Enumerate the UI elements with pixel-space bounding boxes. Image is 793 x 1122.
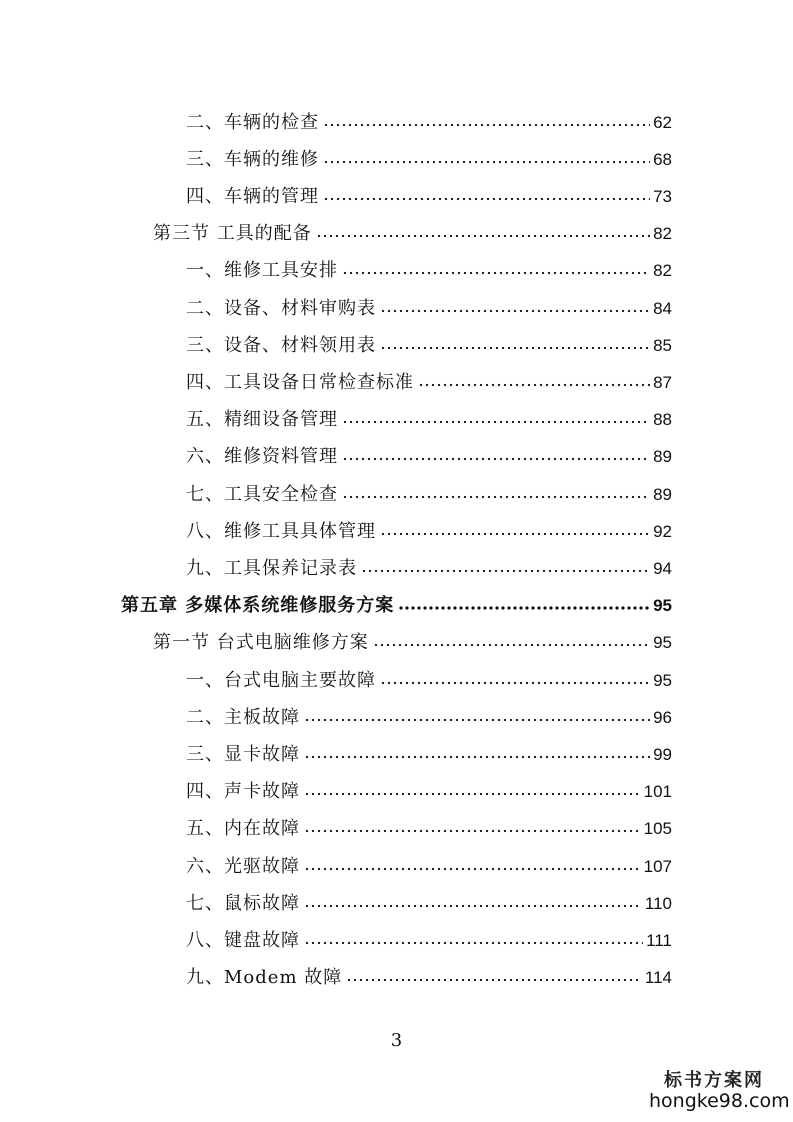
watermark-brand: 标书方案网 <box>664 1070 764 1091</box>
toc-entry[interactable] <box>186 104 672 134</box>
toc-entry-page: 92 <box>653 522 672 541</box>
toc-entry[interactable] <box>186 327 672 357</box>
toc-entry[interactable] <box>186 810 672 840</box>
toc-entry-title: 九、工具保养记录表 <box>186 558 357 579</box>
dot-leader <box>342 493 650 501</box>
toc-entry[interactable] <box>186 699 672 729</box>
toc-entry[interactable] <box>186 438 672 468</box>
dot-leader <box>380 679 650 687</box>
toc-entry-title: 八、键盘故障 <box>186 930 300 951</box>
toc-entry-title: 九、Modem 故障 <box>186 967 343 988</box>
toc-entry-page: 94 <box>653 559 672 578</box>
toc-entry-title: 五、精细设备管理 <box>186 409 338 430</box>
toc-entry[interactable] <box>186 141 672 171</box>
toc-entry-page: 89 <box>653 485 672 504</box>
toc-entry[interactable] <box>186 401 672 431</box>
toc-entry-title: 八、维修工具具体管理 <box>186 521 376 542</box>
toc-entry-page: 110 <box>644 894 672 913</box>
dot-leader <box>361 567 650 575</box>
dot-leader <box>304 716 650 724</box>
dot-leader <box>304 753 650 761</box>
toc-entry-page: 101 <box>643 782 672 801</box>
toc-entry[interactable] <box>186 736 672 766</box>
dot-leader <box>304 939 643 947</box>
toc-entry-page: 88 <box>653 410 672 429</box>
toc-entry-title: 四、工具设备日常检查标准 <box>186 372 414 393</box>
dot-leader <box>304 827 641 835</box>
toc-entry[interactable] <box>186 959 672 989</box>
dot-leader <box>398 604 650 612</box>
toc-entry-page: 85 <box>653 336 672 355</box>
toc-entry[interactable] <box>186 773 672 803</box>
toc-entry[interactable] <box>186 513 672 543</box>
dot-leader <box>316 232 650 240</box>
toc-entry-page: 95 <box>653 633 672 652</box>
toc-entry-title: 第一节 台式电脑维修方案 <box>153 632 369 653</box>
toc-entry-title: 第三节 工具的配备 <box>153 223 312 244</box>
toc-entry[interactable] <box>186 662 672 692</box>
toc-entry-page: 96 <box>653 708 672 727</box>
dot-leader <box>342 418 650 426</box>
toc-entry[interactable] <box>186 922 672 952</box>
toc-entry[interactable] <box>186 476 672 506</box>
dot-leader <box>304 790 641 798</box>
toc-section-entry[interactable] <box>153 215 672 245</box>
toc-entry-page: 107 <box>643 857 672 876</box>
dot-leader <box>380 307 650 315</box>
toc-entry-page: 82 <box>653 224 672 243</box>
toc-chapter-entry[interactable] <box>121 587 672 617</box>
toc-entry-page: 82 <box>653 261 672 280</box>
toc-entry-title: 二、主板故障 <box>186 707 300 728</box>
toc-entry-title: 六、光驱故障 <box>186 856 300 877</box>
toc-entry-page: 95 <box>653 671 672 690</box>
toc-entry[interactable] <box>186 885 672 915</box>
toc-entry[interactable] <box>186 252 672 282</box>
toc-entry-page: 89 <box>653 447 672 466</box>
toc-entry-title: 七、鼠标故障 <box>186 893 300 914</box>
watermark-logo <box>649 1066 790 1112</box>
toc-entry-title: 七、工具安全检查 <box>186 484 338 505</box>
toc-entry-title: 五、内在故障 <box>186 818 300 839</box>
toc-entry-page: 73 <box>653 187 672 206</box>
toc-entry[interactable] <box>186 550 672 580</box>
dot-leader <box>323 158 650 166</box>
dot-leader <box>304 902 642 910</box>
toc-entry-page: 87 <box>653 373 672 392</box>
toc-entry-title: 二、车辆的检查 <box>186 112 319 133</box>
toc-entry-title: 三、车辆的维修 <box>186 149 319 170</box>
toc-entry-title: 四、车辆的管理 <box>186 186 319 207</box>
toc-entry-title: 四、声卡故障 <box>186 781 300 802</box>
toc-entry[interactable] <box>186 178 672 208</box>
watermark-url: hongke98.com <box>649 1090 790 1112</box>
toc-entry-page: 99 <box>653 745 672 764</box>
toc-entry-page: 62 <box>653 113 672 132</box>
toc-entry-page: 84 <box>653 299 672 318</box>
dot-leader <box>342 455 650 463</box>
toc-entry-page: 111 <box>646 931 672 950</box>
dot-leader <box>346 976 642 984</box>
toc-section-entry[interactable] <box>153 624 672 654</box>
dot-leader <box>418 381 650 389</box>
dot-leader <box>380 344 650 352</box>
toc-entry[interactable] <box>186 848 672 878</box>
toc-entry-page: 95 <box>653 596 672 615</box>
toc-entry-title: 三、显卡故障 <box>186 744 300 765</box>
toc-entry-title: 一、维修工具安排 <box>186 260 338 281</box>
toc-entry-title: 六、维修资料管理 <box>186 446 338 467</box>
toc-entry-page: 105 <box>643 819 672 838</box>
dot-leader <box>342 269 650 277</box>
toc-entry[interactable] <box>186 364 672 394</box>
dot-leader <box>373 641 650 649</box>
toc-entry-title: 三、设备、材料领用表 <box>186 335 376 356</box>
dot-leader <box>323 195 650 203</box>
dot-leader <box>380 530 650 538</box>
toc-entry[interactable] <box>186 290 672 320</box>
toc-entry-page: 114 <box>644 968 672 987</box>
dot-leader <box>323 121 650 129</box>
page-number: 3 <box>390 1030 403 1051</box>
toc-entry-title: 第五章 多媒体系统维修服务方案 <box>121 595 395 616</box>
toc-entry-title: 二、设备、材料审购表 <box>186 298 376 319</box>
toc-entry-title: 一、台式电脑主要故障 <box>186 670 376 691</box>
dot-leader <box>304 865 641 873</box>
toc-entry-page: 68 <box>653 150 672 169</box>
